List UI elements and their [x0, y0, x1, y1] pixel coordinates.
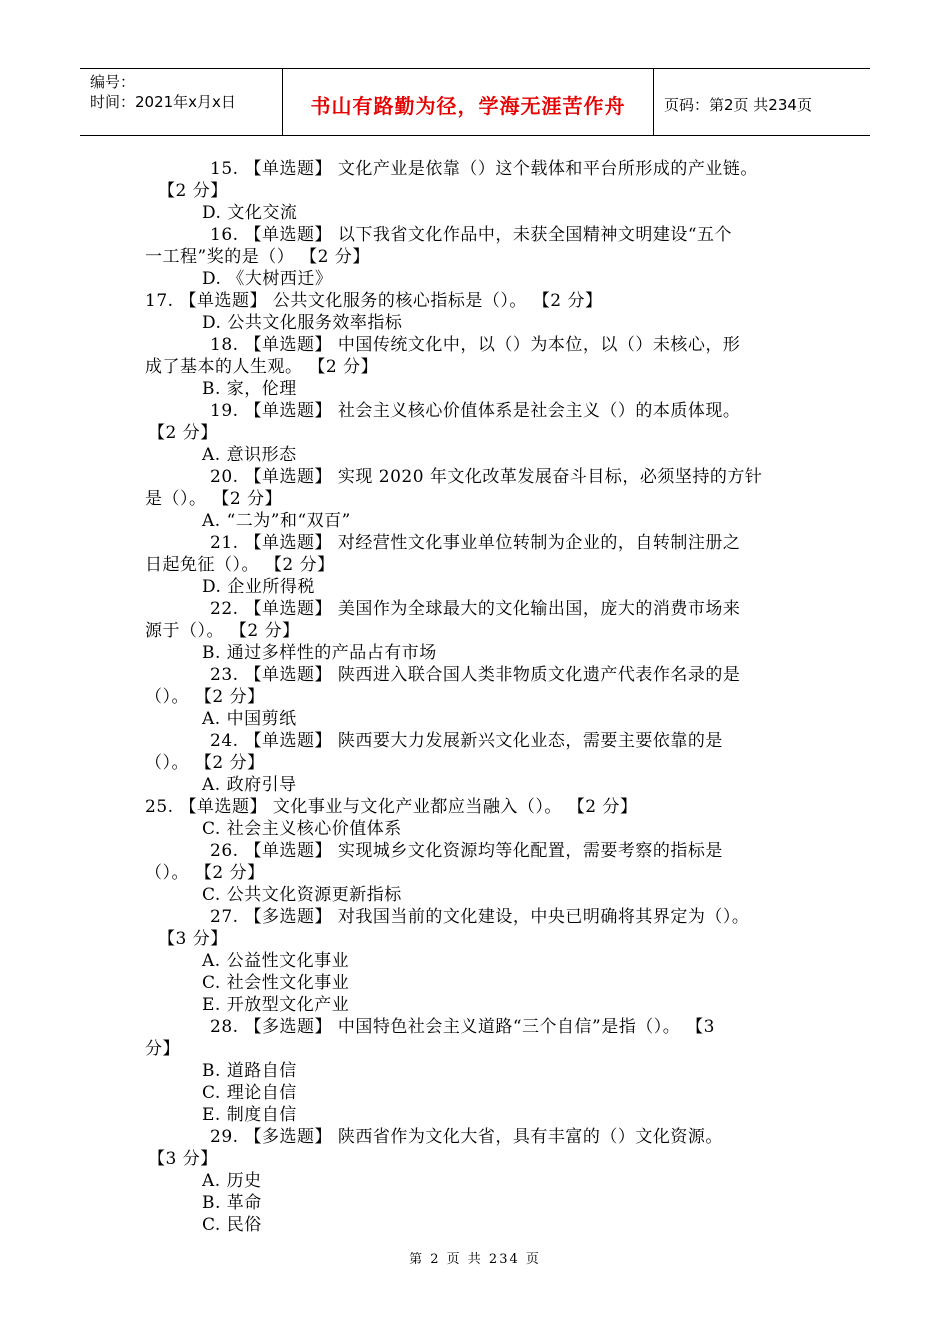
question-line: 25. 【单选题】 文化事业与文化产业都应当融入（）。 【2 分】 — [145, 797, 638, 817]
answer-line: B. 家，伦理 — [202, 379, 297, 399]
question-line: 22. 【单选题】 美国作为全球最大的文化输出国，庞大的消费市场来 — [210, 599, 741, 619]
answer-line: A. 政府引导 — [202, 775, 297, 795]
question-line: 29. 【多选题】 陕西省作为文化大省，具有丰富的（）文化资源。 — [210, 1127, 723, 1147]
score-line: 【2 分】 — [148, 423, 218, 443]
question-line: 15. 【单选题】 文化产业是依靠（）这个载体和平台所形成的产业链。 — [210, 159, 758, 179]
answer-line: B. 革命 — [202, 1193, 262, 1213]
header-middle-cell — [283, 69, 654, 135]
answer-line: E. 开放型文化产业 — [202, 995, 350, 1015]
page-header — [80, 68, 870, 136]
question-line: （）。 【2 分】 — [145, 863, 265, 883]
score-line: 【3 分】 — [158, 929, 228, 949]
answer-line: D. 公共文化服务效率指标 — [202, 313, 403, 333]
question-line: 16. 【单选题】 以下我省文化作品中，未获全国精神文明建设“五个 — [210, 225, 733, 245]
answer-line: C. 社会主义核心价值体系 — [202, 819, 402, 839]
question-line: 是（）。 【2 分】 — [145, 489, 283, 509]
question-line: 19. 【单选题】 社会主义核心价值体系是社会主义（）的本质体现。 — [210, 401, 741, 421]
answer-line: C. 社会性文化事业 — [202, 973, 350, 993]
answer-line: A. 历史 — [202, 1171, 262, 1191]
question-line: （）。 【2 分】 — [145, 753, 265, 773]
question-line: 28. 【多选题】 中国特色社会主义道路“三个自信”是指（）。 【3 — [210, 1017, 715, 1037]
answer-line: D. 企业所得税 — [202, 577, 315, 597]
answer-line: E. 制度自信 — [202, 1105, 297, 1125]
question-line: 18. 【单选题】 中国传统文化中，以（）为本位，以（）未核心，形 — [210, 335, 741, 355]
question-line: 20. 【单选题】 实现 2020 年文化改革发展奋斗目标，必须坚持的方针 — [210, 467, 763, 487]
answer-line: C. 理论自信 — [202, 1083, 297, 1103]
answer-line: B. 通过多样性的产品占有市场 — [202, 643, 437, 663]
score-line: 【3 分】 — [148, 1149, 218, 1169]
score-line: 【2 分】 — [158, 181, 228, 201]
score-line: 分】 — [145, 1039, 180, 1059]
question-line: 17. 【单选题】 公共文化服务的核心指标是（）。 【2 分】 — [145, 291, 603, 311]
header-right-cell — [654, 69, 870, 135]
answer-line: A. 意识形态 — [202, 445, 297, 465]
header-left-cell — [80, 69, 283, 135]
question-line: 27. 【多选题】 对我国当前的文化建设，中央已明确将其界定为（）。 — [210, 907, 750, 927]
question-line: 一工程”奖的是（） 【2 分】 — [145, 247, 370, 267]
answer-line: D. 文化交流 — [202, 203, 298, 223]
header-motto: 书山有路勤为径，学海无涯苦作舟 — [310, 94, 626, 118]
question-line: 24. 【单选题】 陕西要大力发展新兴文化业态，需要主要依靠的是 — [210, 731, 723, 751]
answer-line: B. 道路自信 — [202, 1061, 297, 1081]
question-line: 21. 【单选题】 对经营性文化事业单位转制为企业的，自转制注册之 — [210, 533, 741, 553]
answer-line: D. 《大树西迁》 — [202, 269, 333, 289]
answer-line: A. 中国剪纸 — [202, 709, 297, 729]
question-line: （）。 【2 分】 — [145, 687, 265, 707]
question-line: 26. 【单选题】 实现城乡文化资源均等化配置，需要考察的指标是 — [210, 841, 723, 861]
question-line: 23. 【单选题】 陕西进入联合国人类非物质文化遗产代表作名录的是 — [210, 665, 741, 685]
header-number-label: 编号： — [90, 73, 136, 91]
page-footer: 第 2 页 共 234 页 — [409, 1252, 541, 1267]
answer-line: C. 公共文化资源更新指标 — [202, 885, 402, 905]
answer-line: A. “二为”和“双百” — [202, 511, 351, 531]
header-page-info: 页码：第2页 共234页 — [664, 96, 812, 114]
question-line: 日起免征（）。 【2 分】 — [145, 555, 335, 575]
question-line: 源于（）。 【2 分】 — [145, 621, 300, 641]
answer-line: C. 民俗 — [202, 1215, 262, 1235]
answer-line: A. 公益性文化事业 — [202, 951, 350, 971]
question-line: 成了基本的人生观。 【2 分】 — [145, 357, 379, 377]
header-date: 时间：2021年x月x日 — [90, 93, 236, 111]
